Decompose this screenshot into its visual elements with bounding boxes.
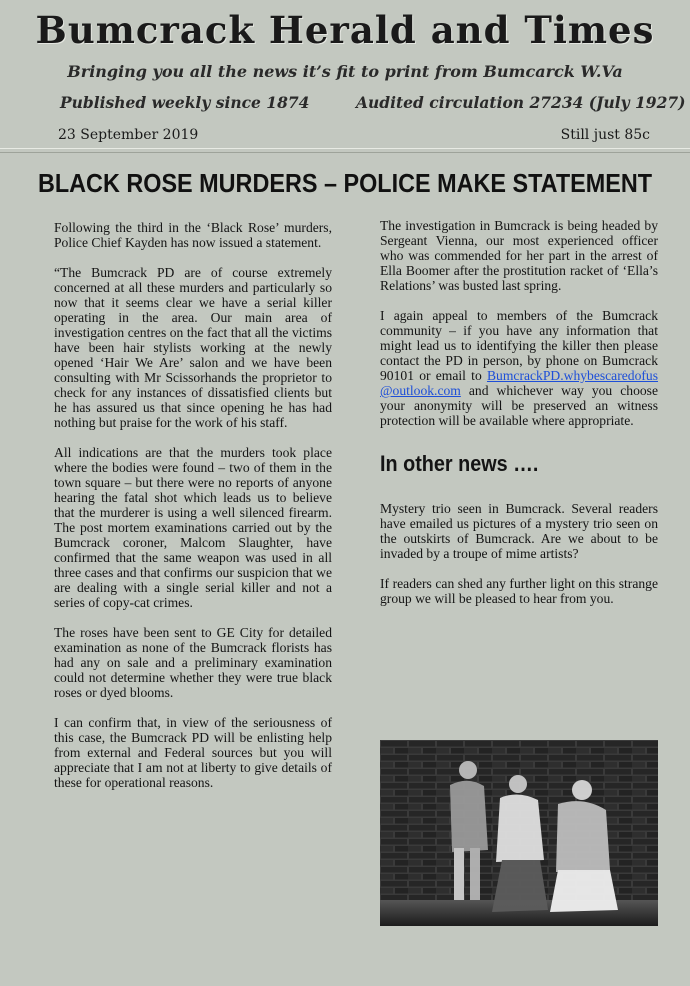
audited-circulation: Audited circulation 27234 (July 1927) [356, 93, 686, 112]
article-paragraph: I can confirm that, in view of the seriousness of this case, the Bumcrack PD will be enlisting help from external and Federal sources but you will appreciate that I am not at liberty to give details of these for operational reasons. [54, 715, 332, 790]
right-column [380, 218, 658, 621]
brick-wall-photo-graphic [380, 740, 658, 926]
left-column [54, 220, 332, 805]
masthead-title: Bumcrack Herald and Times [35, 8, 655, 52]
police-email-link[interactable]: BumcrackPD.whybescaredofus@outlook.com [380, 368, 658, 398]
issue-date: 23 September 2019 [58, 127, 199, 143]
article-paragraph: The roses have been sent to GE City for detailed examination as none of the Bumcrack florists has had any on sale and a preliminary examination could not determine whether they were true black roses or dyed blooms. [54, 625, 332, 700]
masthead-rule-shadow [0, 152, 690, 153]
masthead-rule [0, 148, 690, 149]
mystery-trio-photo [380, 740, 658, 926]
article-paragraph: The investigation in Bumcrack is being headed by Sergeant Vienna, our most experienced officer who was commended for her part in the arrest of Ella Boomer after the prostitution racket of ‘Ella’s Relations’ was busted last spring. [380, 218, 658, 293]
other-news-heading: In other news …. [380, 451, 539, 476]
article-paragraph: Following the third in the ‘Black Rose’ murders, Police Chief Kayden has now issued a statement. [54, 220, 332, 250]
article-paragraph: All indications are that the murders took place where the bodies were found – two of them in the town square – but there were no reports of anyone hearing the fatal shot which leads us to believe that the murderer is using a well silenced firearm. The post mortem examinations carried out by the Bumcrack coroner, Malcom Slaughter, have confirmed that the same weapon was used in all three cases and that confirms our suspicion that we are dealing with a single serial killer and not a series of copy-cat crimes. [54, 445, 332, 610]
appeal-paragraph [380, 308, 658, 428]
published-since: Published weekly since 1874 [60, 93, 310, 112]
masthead-tagline: Bringing you all the news it’s fit to print from Bumcarck W.Va [67, 62, 623, 81]
news-paragraph: If readers can shed any further light on this strange group we will be pleased to hear from you. [380, 576, 658, 606]
article-headline: BLACK ROSE MURDERS – POLICE MAKE STATEMENT [37, 168, 653, 198]
appeal-text-end: and whichever way you choose your anonymity will be preserved an witness protection will be available where appropriate. [380, 383, 658, 428]
issue-price: Still just 85c [560, 127, 650, 143]
article-paragraph: “The Bumcrack PD are of course extremely concerned at all these murders and particularly so now that it seems clear we have a serial killer operating in the area. Our main area of investigation centres on the fact that all the victims have been hair stylists working at the newly opened ‘Hair We Are’ salon and we have been consulting with Mr Scissorhands the proprietor to check for any instances of dissatisfied clients but he has assured us that since opening he has had nothing but praise for the work of his staff. [54, 265, 332, 430]
appeal-text: I again appeal to members of the Bumcrack community – if you have any information that might lead us to identifying the killer then please contact the PD in person, by phone on Bumcrack 90101 or email to [380, 308, 658, 383]
news-paragraph: Mystery trio seen in Bumcrack. Several readers have emailed us pictures of a mystery trio seen on the outskirts of Bumcrack. Are we about to be invaded by a troupe of mime artists? [380, 501, 658, 561]
